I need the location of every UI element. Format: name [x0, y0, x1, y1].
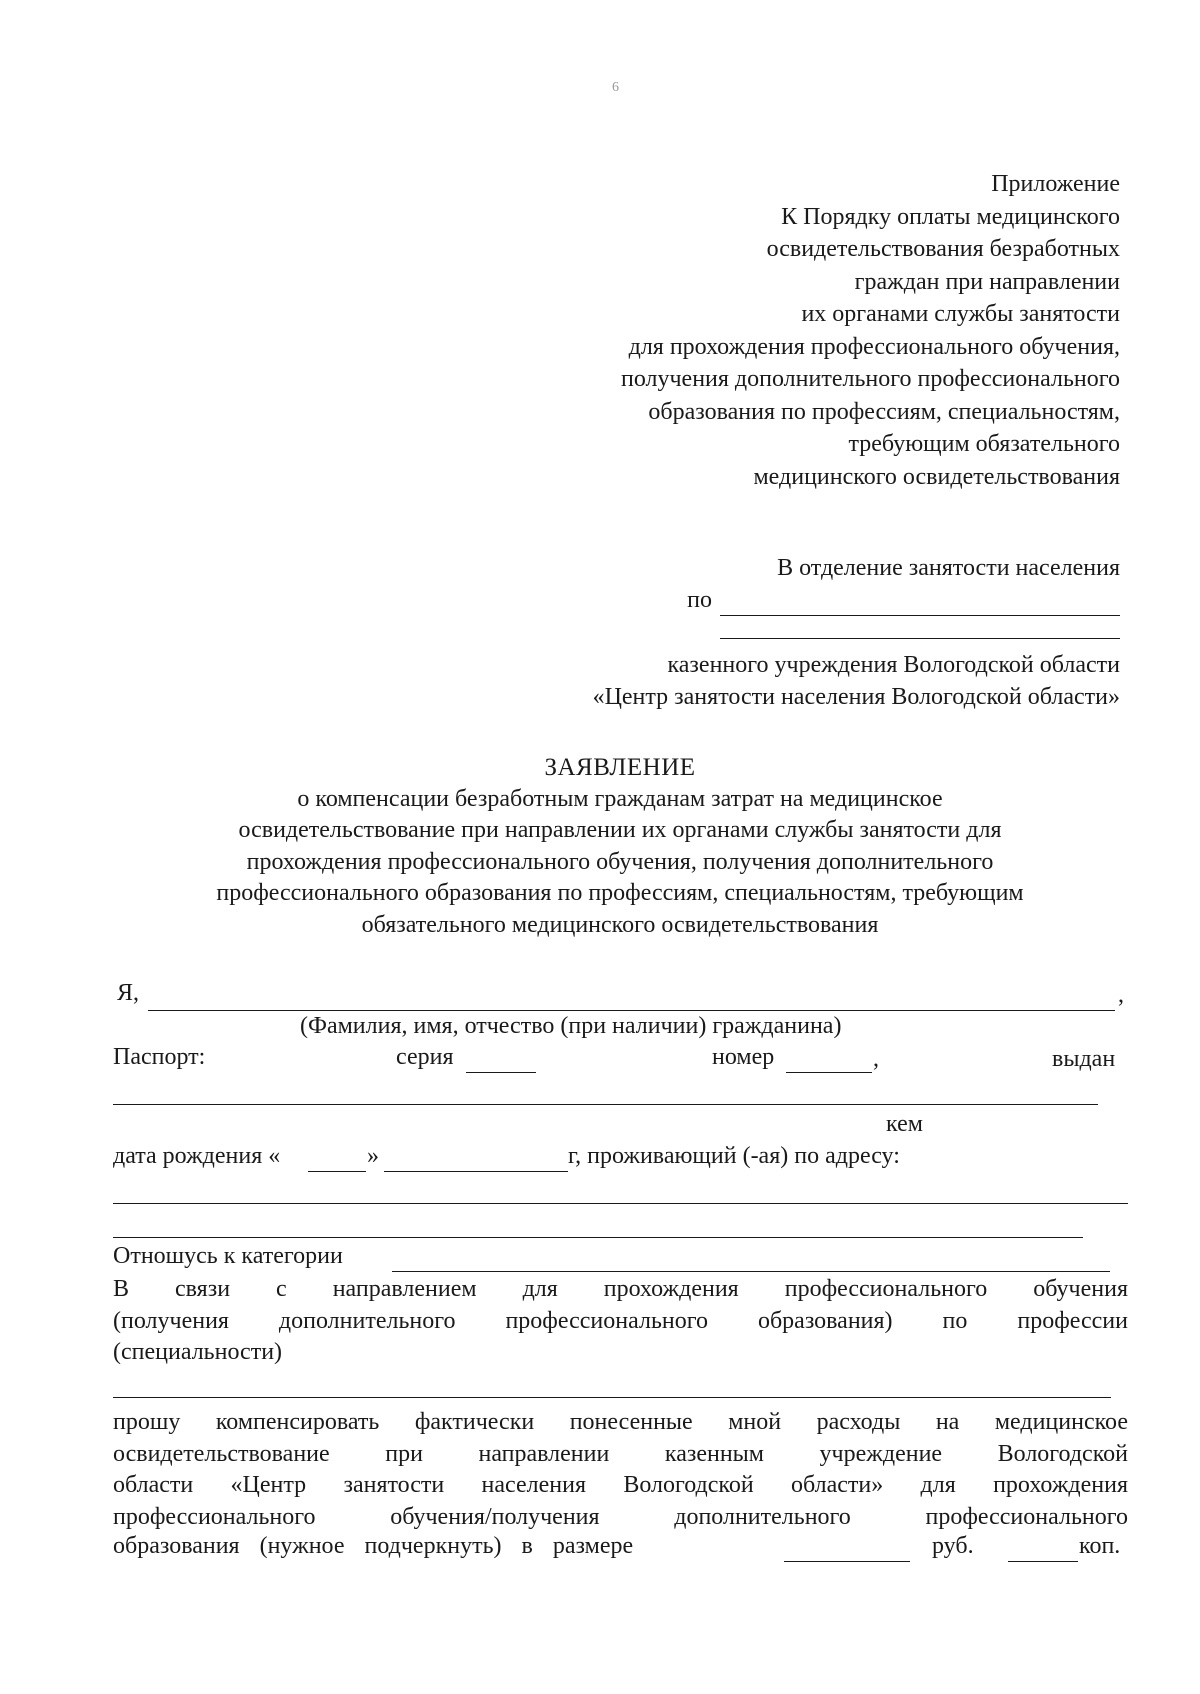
addressee-line: казенного учреждения Вологодской области — [667, 652, 1120, 678]
document-title: ЗАЯВЛЕНИЕ — [544, 754, 696, 781]
address-field-1[interactable] — [113, 1203, 1128, 1204]
request-line: прошу компенсировать фактически понесенные мной расходы на медицинское — [113, 1409, 1128, 1435]
profession-field[interactable] — [113, 1397, 1111, 1398]
addressee-po-label: по — [687, 587, 712, 613]
issued-by-field[interactable] — [113, 1104, 1098, 1105]
addressee-line: В отделение занятости населения — [777, 555, 1120, 581]
title-subtitle-line: о компенсации безработным гражданам затрат на медицинское — [297, 785, 943, 812]
amount-rub-field[interactable] — [784, 1561, 910, 1562]
kop-label: коп. — [1079, 1533, 1121, 1559]
by-whom-caption: кем — [886, 1111, 923, 1137]
appendix-line: К Порядку оплаты медицинского — [781, 203, 1120, 230]
request-line: области «Центр занятости населения Вологодской области» для прохождения — [113, 1472, 1128, 1498]
addressee-line: «Центр занятости населения Вологодской области» — [592, 684, 1120, 710]
fio-field[interactable] — [148, 1010, 1115, 1011]
rub-label: руб. — [932, 1533, 974, 1559]
passport-label: Паспорт: — [113, 1044, 206, 1070]
reason-paragraph — [113, 1274, 1128, 1369]
number-field[interactable] — [786, 1072, 872, 1073]
title-subtitle-line: обязательного медицинского освидетельствования — [361, 911, 879, 938]
number-label: номер — [712, 1044, 775, 1070]
series-field[interactable] — [466, 1072, 536, 1073]
appendix-line: Приложение — [991, 171, 1120, 197]
i-label: Я, — [117, 980, 140, 1006]
reason-line: В связи с направлением для прохождения профессионального обучения — [113, 1276, 1128, 1302]
fio-caption: (Фамилия, имя, отчество (при наличии) гражданина) — [300, 1013, 842, 1039]
appendix-line: их органами службы занятости — [801, 301, 1120, 327]
i-end-comma: , — [1118, 982, 1124, 1008]
department-name-field[interactable] — [720, 591, 1120, 616]
title-subtitle-line: прохождения профессионального обучения, получения дополнительного — [246, 848, 994, 875]
amount-kop-field[interactable] — [1008, 1561, 1078, 1562]
appendix-line: получения дополнительного профессионального — [620, 366, 1120, 392]
birth-month-year-field[interactable] — [384, 1171, 568, 1172]
page-number: 6 — [612, 80, 619, 95]
category-label: Отношусь к категории — [113, 1243, 343, 1269]
appendix-line: граждан при направлении — [854, 268, 1120, 295]
request-line: профессионального обучения/получения дополнительного профессионального — [113, 1503, 1128, 1530]
birth-year-suffix: г, проживающий (-ая) по адресу: — [568, 1143, 900, 1169]
request-paragraph — [113, 1407, 1128, 1533]
reason-line: (получения дополнительного профессионального образования) по профессии — [113, 1307, 1128, 1334]
request-line: освидетельствование при направлении казенным учреждение Вологодской — [113, 1440, 1128, 1467]
series-label: серия — [396, 1044, 454, 1070]
appendix-header — [420, 168, 1120, 493]
document-title-block — [110, 752, 1130, 941]
address-field-2[interactable] — [113, 1237, 1083, 1238]
category-field[interactable] — [392, 1271, 1110, 1272]
number-comma: , — [873, 1046, 879, 1072]
addressee-po-row — [360, 584, 1120, 616]
birth-day-field[interactable] — [308, 1171, 366, 1172]
department-name-field-2[interactable] — [720, 616, 1120, 639]
birth-quote-close: » — [367, 1143, 379, 1169]
appendix-line: освидетельствования безработных — [766, 236, 1120, 262]
birth-label: дата рождения « — [113, 1143, 281, 1169]
title-subtitle-line: профессионального образования по профессиям, специальностям, требующим — [216, 880, 1024, 906]
title-subtitle-line: освидетельствование при направлении их органами службы занятости для — [238, 817, 1002, 843]
appendix-line: медицинского освидетельствования — [753, 463, 1120, 490]
addressee-block — [360, 552, 1120, 713]
request-last-prefix: образования (нужное подчеркнуть) в размере — [113, 1533, 634, 1559]
issued-label: выдан — [1052, 1046, 1116, 1072]
appendix-line: для прохождения профессионального обучения, — [628, 333, 1120, 360]
appendix-line: требующим обязательного — [848, 431, 1120, 457]
appendix-line: образования по профессиям, специальностям, — [648, 398, 1120, 425]
reason-line: (специальности) — [113, 1339, 283, 1365]
